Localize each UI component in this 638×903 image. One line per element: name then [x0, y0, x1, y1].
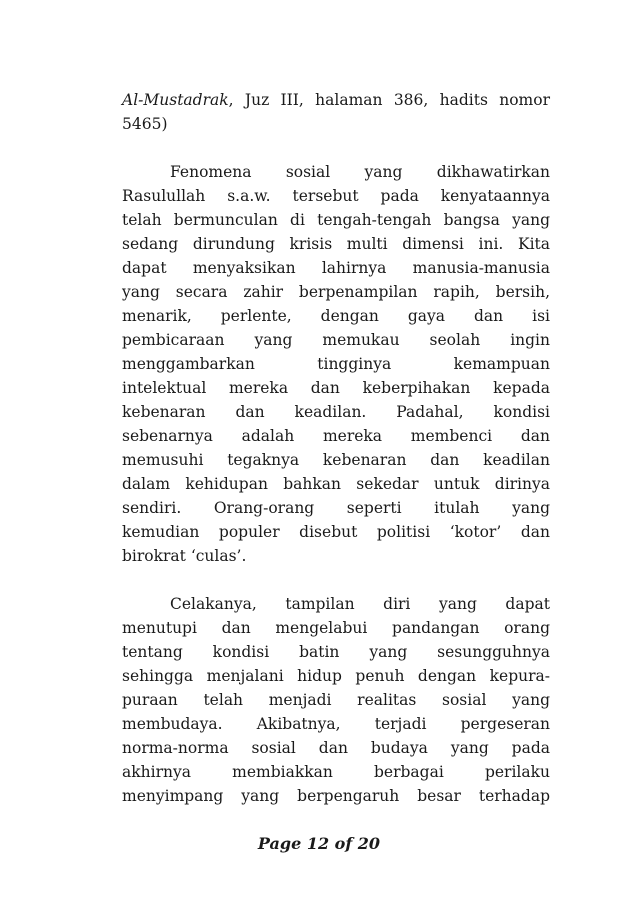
- document-body: [122, 88, 550, 808]
- paragraph-line: tentang kondisi batin yang sesungguhnya: [122, 643, 550, 661]
- paragraph-line: Rasulullah s.a.w. tersebut pada kenyataannya: [122, 187, 550, 205]
- paragraph-line: menutupi dan mengelabui pandangan orang: [122, 619, 550, 637]
- paragraph-line: kemudian populer disebut politisi ‘kotor’ dan: [122, 523, 550, 541]
- paragraph-line: norma-norma sosial dan budaya yang pada: [122, 739, 550, 757]
- paragraph-line: kebenaran dan keadilan. Padahal, kondisi: [122, 403, 550, 421]
- citation-source-title: Al-Mustadrak: [122, 91, 229, 109]
- paragraph-line: dapat menyaksikan lahirnya manusia-manusia: [122, 259, 550, 277]
- paragraph-line: intelektual mereka dan keberpihakan kepada: [122, 379, 550, 397]
- paragraph-gap: [122, 568, 550, 592]
- paragraph-line: sehingga menjalani hidup penuh dengan kepura-: [122, 667, 550, 685]
- paragraph-line: dalam kehidupan bahkan sekedar untuk dirinya: [122, 475, 550, 493]
- paragraph-line: yang secara zahir berpenampilan rapih, bersih,: [122, 283, 550, 301]
- paragraph-line: akhirnya membiakkan berbagai perilaku: [122, 763, 550, 781]
- paragraph-2: [122, 592, 550, 808]
- paragraph-line: sebenarnya adalah mereka membenci dan: [122, 427, 550, 445]
- paragraph-line: memusuhi tegaknya kebenaran dan keadilan: [122, 451, 550, 469]
- paragraph-line: birokrat ‘culas’.: [122, 547, 247, 565]
- paragraph-1: [122, 160, 550, 568]
- paragraph-line: puraan telah menjadi realitas sosial yang: [122, 691, 550, 709]
- paragraph-line: pembicaraan yang memukau seolah ingin: [122, 331, 550, 349]
- paragraph-line: Fenomena sosial yang dikhawatirkan: [170, 163, 550, 181]
- paragraph-line: telah bermunculan di tengah-tengah bangsa yang: [122, 211, 550, 229]
- citation-line-1: [122, 88, 550, 112]
- paragraph-gap: [122, 136, 550, 160]
- paragraph-line: menggambarkan tingginya kemampuan: [122, 355, 550, 373]
- citation-line-2: 5465): [122, 115, 168, 133]
- citation-rest: , Juz III, halaman 386, hadits nomor: [228, 91, 550, 109]
- paragraph-line: sedang dirundung krisis multi dimensi ini. Kita: [122, 235, 550, 253]
- page-number: Page 12 of 20: [257, 834, 381, 853]
- paragraph-line: Celakanya, tampilan diri yang dapat: [170, 595, 550, 613]
- paragraph-line: sendiri. Orang-orang seperti itulah yang: [122, 499, 550, 517]
- paragraph-line: menarik, perlente, dengan gaya dan isi: [122, 307, 550, 325]
- paragraph-line: menyimpang yang berpengaruh besar terhadap: [122, 787, 550, 805]
- paragraph-line: membudaya. Akibatnya, terjadi pergeseran: [122, 715, 550, 733]
